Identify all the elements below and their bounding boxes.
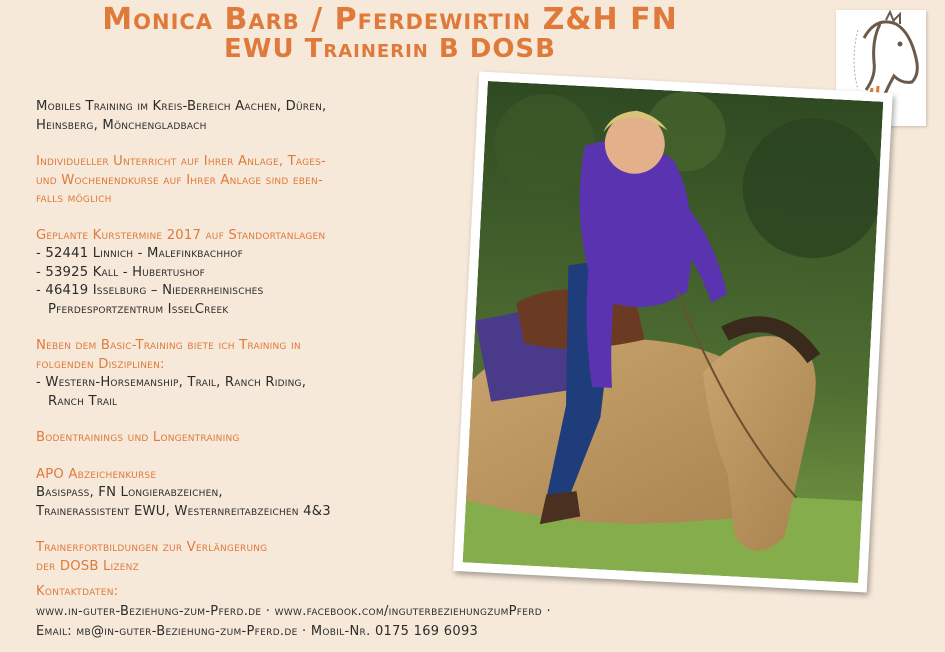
- contact-web-line: www.in-guter-Beziehung-zum-Pferd.de · www.facebook.com/inguterbeziehungzumPferd ·: [36, 604, 551, 619]
- disciplines-item: Ranch Trail: [48, 393, 118, 409]
- course-location-item: Pferdesportzentrum IsselCreek: [48, 301, 229, 317]
- course-location-item: - 46419 Isselburg – Niederrheinisches: [36, 283, 264, 298]
- photo-frame: [453, 72, 893, 593]
- contact-heading: Kontaktdaten:: [36, 584, 119, 599]
- service-area-line-2: Heinsberg, Mönchengladbach: [36, 117, 207, 133]
- badge-courses-item: Basispass, FN Longierabzeichen,: [36, 485, 223, 500]
- title-line-1: Monica Barb / Pferdewirtin Z&H FN: [102, 2, 678, 37]
- course-location-item: - 53925 Kall - Hubertushof: [36, 264, 206, 280]
- contact-footer: [36, 582, 916, 642]
- contact-email-phone-line: Email: mb@in-guter-Beziehung-zum-Pferd.de · Mobil-Nr. 0175 169 6093: [36, 624, 479, 639]
- trainer-education-line-2: der DOSB Lizenz: [36, 558, 139, 574]
- disciplines-heading-line-2: folgenden Disziplinen:: [36, 356, 165, 372]
- lessons-line-3: falls möglich: [36, 191, 112, 206]
- service-area-line-1: Mobiles Training im Kreis-Bereich Aachen, Düren,: [36, 99, 327, 114]
- disciplines-heading-line-1: Neben dem Basic-Training biete ich Training in: [36, 338, 301, 353]
- lessons-line-1: Individueller Unterricht auf Ihrer Anlage, Tages-: [36, 154, 327, 169]
- badge-courses-item: Trainerassistent EWU, Westernreitabzeichen 4&3: [36, 503, 331, 519]
- trainer-education-line-1: Trainerfortbildungen zur Verlängerung: [36, 540, 268, 555]
- rider-horse-photo: [463, 81, 884, 583]
- badge-courses-heading: APO Abzeichenkurse: [36, 466, 157, 482]
- course-location-item: - 52441 Linnich - Malefinkbachhof: [36, 246, 243, 261]
- lessons-line-2: und Wochenendkurse auf Ihrer Anlage sind eben-: [36, 172, 323, 188]
- title-line-2: EWU Trainerin B DOSB: [224, 34, 556, 64]
- ground-training-line: Bodentrainings und Longentraining: [36, 430, 240, 445]
- disciplines-item: - Western-Horsemanship, Trail, Ranch Riding,: [36, 375, 307, 390]
- content-block: [36, 98, 436, 576]
- course-dates-heading: Geplante Kurstermine 2017 auf Standortanlagen: [36, 227, 326, 243]
